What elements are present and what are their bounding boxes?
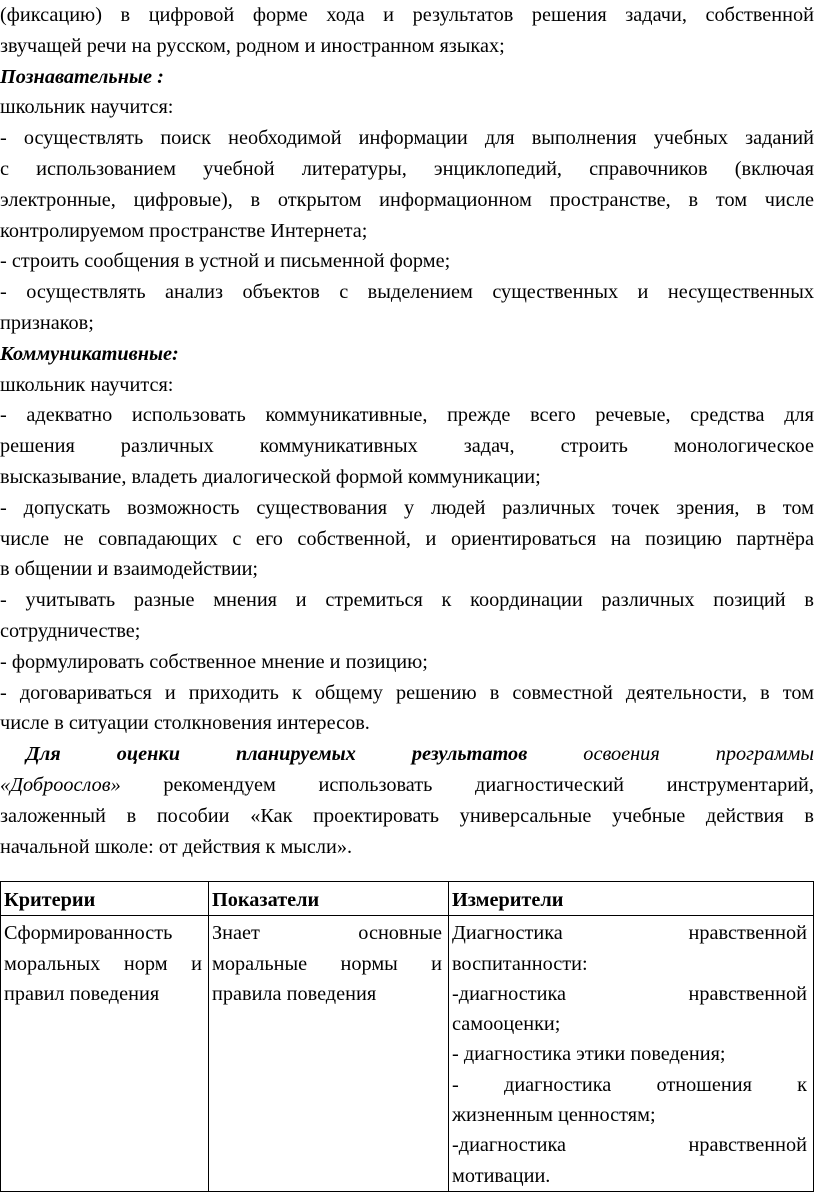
cell-line: самооценки; (452, 1013, 561, 1036)
assessment-bold-text: Для оценки планируемых результатов (26, 743, 528, 766)
communicative-heading: Коммуникативные: (0, 342, 179, 365)
list-item-line: числе не совпадающих с его собственной, и ориентироваться на позицию партнёра (0, 527, 814, 550)
cell-line: жизненным ценностям; (452, 1104, 656, 1127)
assessment-italic-text: освоения программы (583, 743, 815, 766)
cell-line: правила поведения (212, 982, 377, 1005)
header-measures: Измерители (449, 882, 814, 916)
cell-line: -диагностика нравственной (452, 1134, 807, 1157)
list-item-line: в общении и взаимодействии; (0, 558, 259, 581)
assessment-line-2 (0, 770, 814, 801)
cell-line: Диагностика нравственной (452, 922, 807, 945)
list-item-line: сотрудничестве; (0, 619, 141, 642)
cognitive-intro: школьник научится: (0, 96, 174, 119)
list-item-line: - адекватно использовать коммуникативные, прежде всего речевые, средства для (0, 404, 814, 427)
list-item-line: с использованием учебной литературы, энциклопедий, справочников (включая (0, 157, 814, 180)
assessment-line-1 (0, 739, 814, 770)
table-row (1, 916, 814, 1192)
list-item-line: - строить сообщения в устной и письменной форме; (0, 250, 451, 273)
cell-line: -диагностика нравственной (452, 982, 807, 1005)
assessment-line-3: заложенный в пособии «Как проектировать универсальные учебные действия в (0, 804, 814, 827)
list-item-line: решения различных коммуникативных задач, строить монологическое (0, 435, 814, 458)
criteria-table (0, 881, 814, 1192)
cell-line: моральных норм и (4, 952, 202, 975)
cell-line: Сформированность (4, 922, 173, 945)
list-item-line: - осуществлять поиск необходимой информации для выполнения учебных заданий (0, 127, 814, 150)
indicator-cell (209, 916, 449, 1192)
program-name: «Доброослов» (0, 773, 121, 796)
paragraph-line: (фиксацию) в цифровой форме хода и результатов решения задачи, собственной (0, 4, 814, 26)
paragraph-line: звучащей речи на русском, родном и иностранном языках; (0, 34, 505, 57)
criterion-cell (1, 916, 209, 1192)
list-item-line: - допускать возможность существования у людей различных точек зрения, в том (0, 496, 814, 519)
list-item-line: контролируемом пространстве Интернета; (0, 219, 368, 242)
table-header-row (1, 882, 814, 916)
cell-line: воспитанности: (452, 952, 588, 975)
list-item-line: - договариваться и приходить к общему решению в совместной деятельности, в том (0, 681, 814, 704)
assessment-line-4: начальной школе: от действия к мысли». (0, 835, 353, 858)
assessment-text: рекомендуем использовать диагностический инструментарий, (163, 773, 814, 796)
cell-line: моральные нормы и (212, 952, 442, 975)
list-item-line: электронные, цифровые), в открытом информационном пространстве, в том числе (0, 188, 814, 211)
list-item-line: - осуществлять анализ объектов с выделением существенных и несущественных (0, 281, 814, 304)
list-item-line: признаков; (0, 311, 94, 334)
communicative-intro: школьник научится: (0, 373, 174, 396)
cell-line: - диагностика отношения к (452, 1073, 807, 1096)
header-criteria: Критерии (1, 882, 209, 916)
cell-line: - диагностика этики поведения; (452, 1043, 726, 1066)
cell-line: мотивации. (452, 1164, 551, 1187)
list-item-line: - формулировать собственное мнение и позицию; (0, 650, 428, 673)
header-indicators: Показатели (209, 882, 449, 916)
list-item-line: высказывание, владеть диалогической формой коммуникации; (0, 465, 541, 488)
cell-line: правил поведения (4, 982, 160, 1005)
measures-cell (449, 916, 814, 1192)
list-item-line: - учитывать разные мнения и стремиться к координации различных позиций в (0, 589, 814, 612)
cognitive-heading: Познавательные : (0, 65, 164, 88)
cell-line: Знает основные (212, 922, 442, 945)
list-item-line: числе в ситуации столкновения интересов. (0, 712, 370, 735)
